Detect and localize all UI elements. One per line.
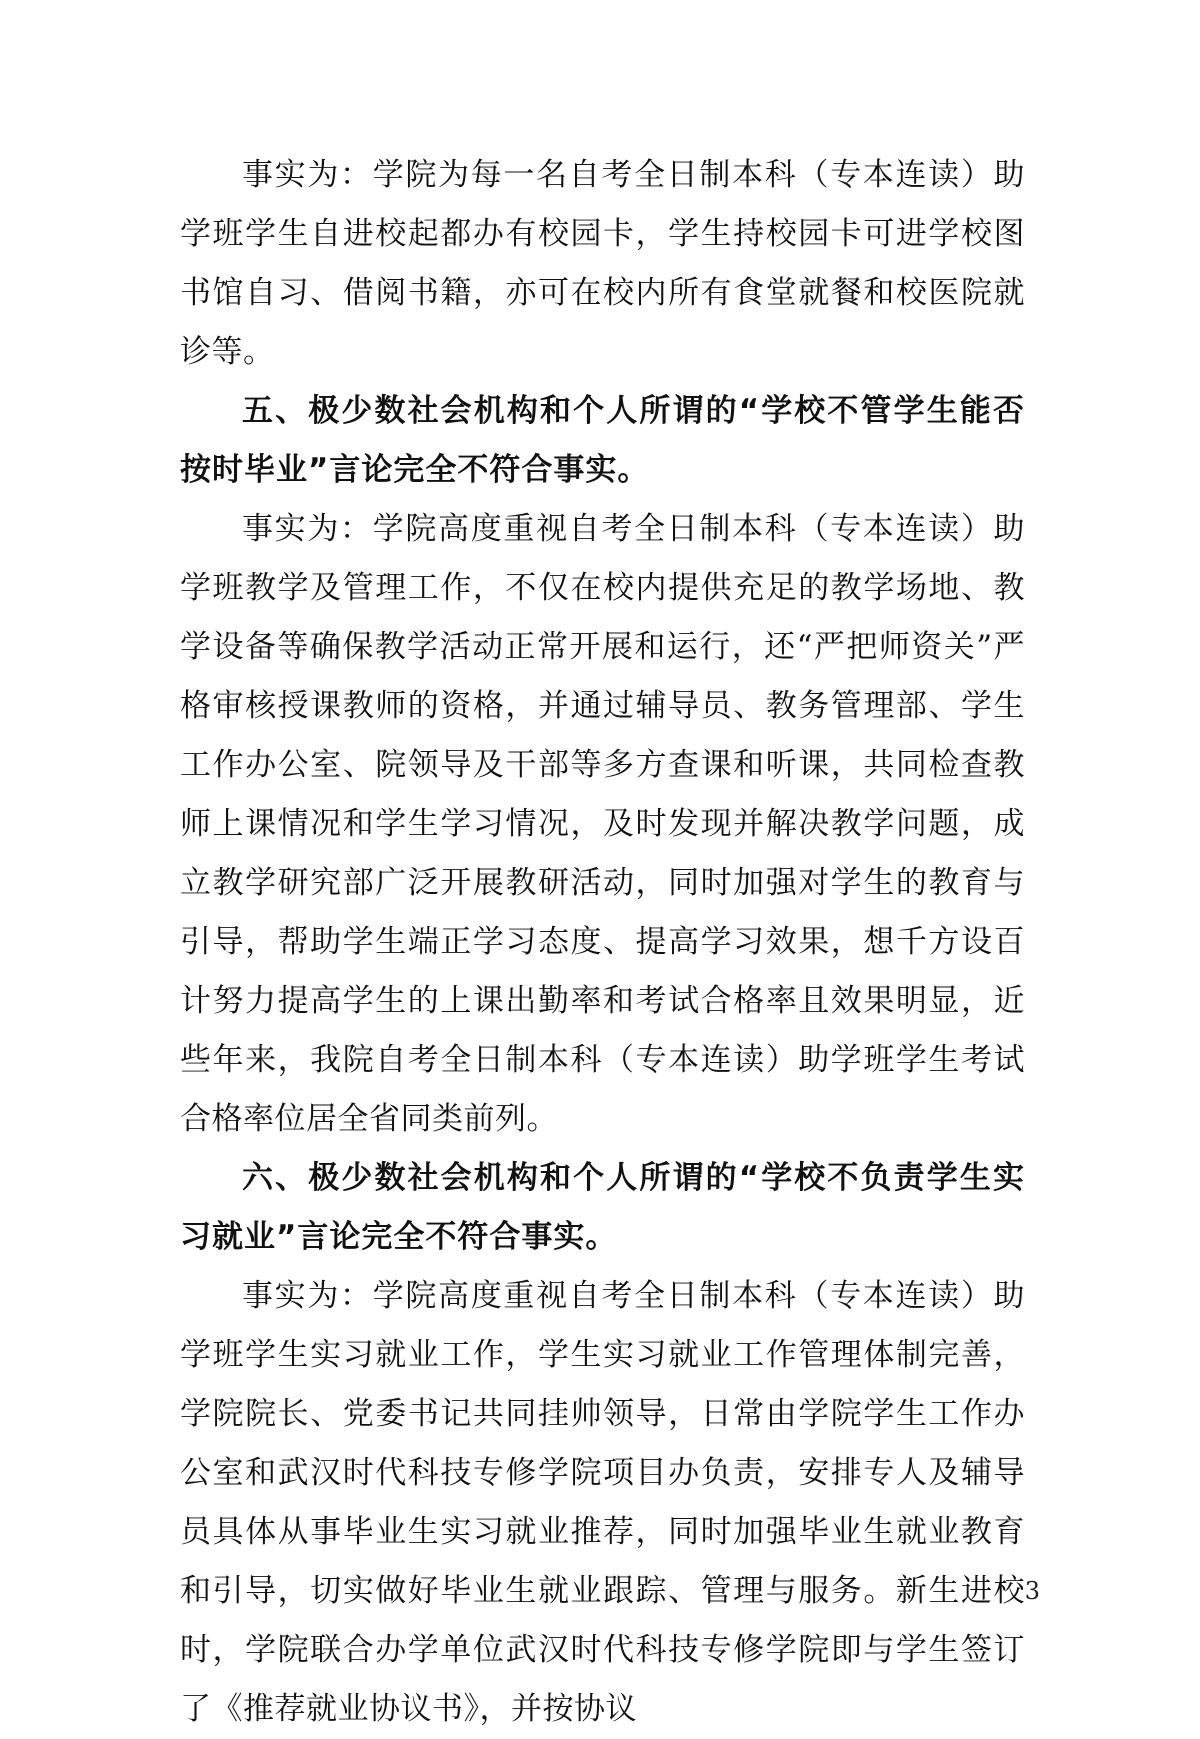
paragraph-internship-employment: 事实为：学院高度重视自考全日制本科（专本连读）助学班学生实习就业工作，学生实习就业工作管理体制完善，学院院长、党委书记共同挂帅领导，日常由学院学生工作办公室和武汉时代科技专修学院项目办负责，安排专人及辅导员具体从事毕业生实习就业推荐，同时加强毕业生就业教育和引导，切实做好毕业生就业跟踪、管理与服务。新生进校时，学院联合办学单位武汉时代科技专修学院即与学生签订了《推荐就业协议书》，并按协议 — [180, 1278, 1025, 1727]
page-number: 3 — [1024, 1577, 1040, 1605]
paragraph-teaching-management: 事实为：学院高度重视自考全日制本科（专本连读）助学班教学及管理工作，不仅在校内提供充足的教学场地、教学设备等确保教学活动正常开展和运行，还“严把师资关”严格审核授课教师的资格，并通过辅导员、教务管理部、学生工作办公室、院领导及干部等多方查课和听课，共同检查教师上课情况和学生学习情况，及时发现并解决教学问题，成立教学研究部广泛开展教研活动，同时加强对学生的教育与引导，帮助学生端正学习态度、提高学习效果，想千方设百计努力提高学生的上课出勤率和考试合格率且效果明显，近些年来，我院自考全日制本科（专本连读）助学班学生考试合格率位居全省同类前列。 — [180, 511, 1025, 1137]
heading-section-six: 六、极少数社会机构和个人所谓的“学校不负责学生实习就业”言论完全不符合事实。 — [180, 1160, 1025, 1255]
paragraph-campus-card: 事实为：学院为每一名自考全日制本科（专本连读）助学班学生自进校起都办有校园卡，学生持校园卡可进学校图书馆自习、借阅书籍，亦可在校内所有食堂就餐和校医院就诊等。 — [180, 157, 1025, 370]
document-body — [180, 146, 1025, 1739]
heading-section-five: 五、极少数社会机构和个人所谓的“学校不管学生能否按时毕业”言论完全不符合事实。 — [180, 393, 1025, 488]
